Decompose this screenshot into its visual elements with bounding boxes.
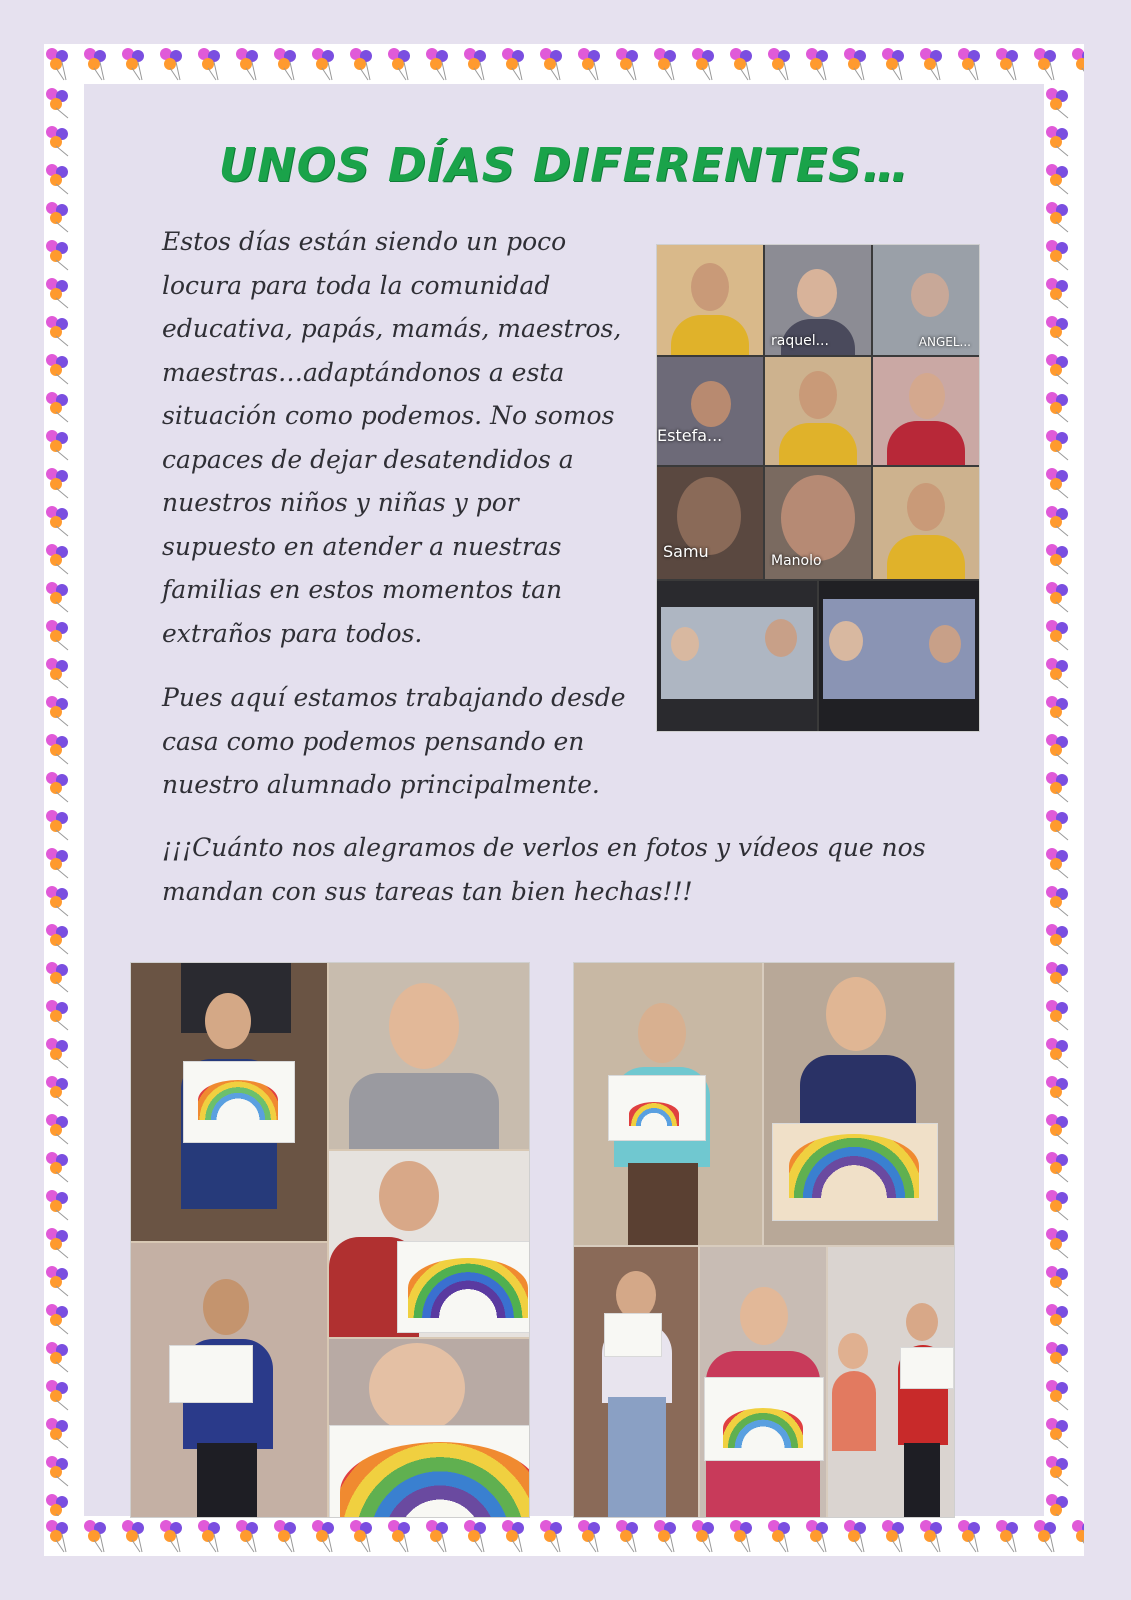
rainbow-drawing [169,1345,253,1403]
video-tile [873,467,979,579]
participant-face [691,263,729,311]
students-rainbow-collage-right [573,962,955,1518]
video-tile [765,467,871,579]
video-tile [657,357,763,465]
work-from-home-paragraph: Pues aquí estamos trabajando desde casa como podemos pensando en nuestro alumnado principalmente. [162,683,626,799]
video-call-collage [656,244,980,732]
rainbow-drawing [183,1061,295,1143]
video-tile [765,245,871,355]
laptop-photo [657,581,817,731]
balloon-border-left [44,84,84,1516]
rainbow-drawing [329,1425,529,1517]
video-tile [873,357,979,465]
video-tile [873,245,979,355]
laptop-photo [819,581,979,731]
page-title: UNOS DÍAS DIFERENTES… [218,138,910,192]
student-photo [574,1247,698,1517]
participant-name: Estefa... [657,426,723,445]
rainbow-drawing [397,1241,529,1333]
student-photo [574,963,762,1245]
student-photo [828,1247,954,1517]
balloon-border-top [44,44,1084,84]
participant-name: Samu [663,542,709,561]
video-tile [765,357,871,465]
rainbow-drawing [604,1313,662,1357]
rainbow-drawing [704,1377,824,1461]
student-photo [329,1339,529,1517]
rainbow-drawing [608,1075,706,1141]
video-tile [657,245,763,355]
balloon-border-bottom [44,1516,1084,1556]
student-photo [764,963,954,1245]
participant-name: Manolo [771,553,822,569]
participant-name: raquel... [771,333,829,349]
student-photo [329,963,529,1149]
intro-paragraph: Estos días están siendo un poco locura para toda la comunidad educativa, papás, mamás, maestros, maestras…adaptándonos a esta situación como podemos. No somos capaces de dejar desatendidos a nuestros niños y niñas y por supuesto en atender a nuestras familias en estos momentos tan extraños para todos. [162,227,622,648]
student-photo [131,963,327,1241]
video-tile [657,467,763,579]
student-photo [700,1247,826,1517]
closing-paragraph: ¡¡¡Cuánto nos alegramos de verlos en fotos y vídeos que nos mandan con sus tareas tan bien hechas!!! [162,833,926,906]
balloon-border-icon [44,44,1084,84]
participant-name: ANGEL... [918,335,971,349]
rainbow-drawing [900,1347,954,1389]
balloon-border-right [1044,84,1084,1516]
student-photo [131,1243,327,1517]
students-rainbow-collage-left [130,962,530,1518]
rainbow-drawing [772,1123,938,1221]
student-photo [329,1151,529,1337]
